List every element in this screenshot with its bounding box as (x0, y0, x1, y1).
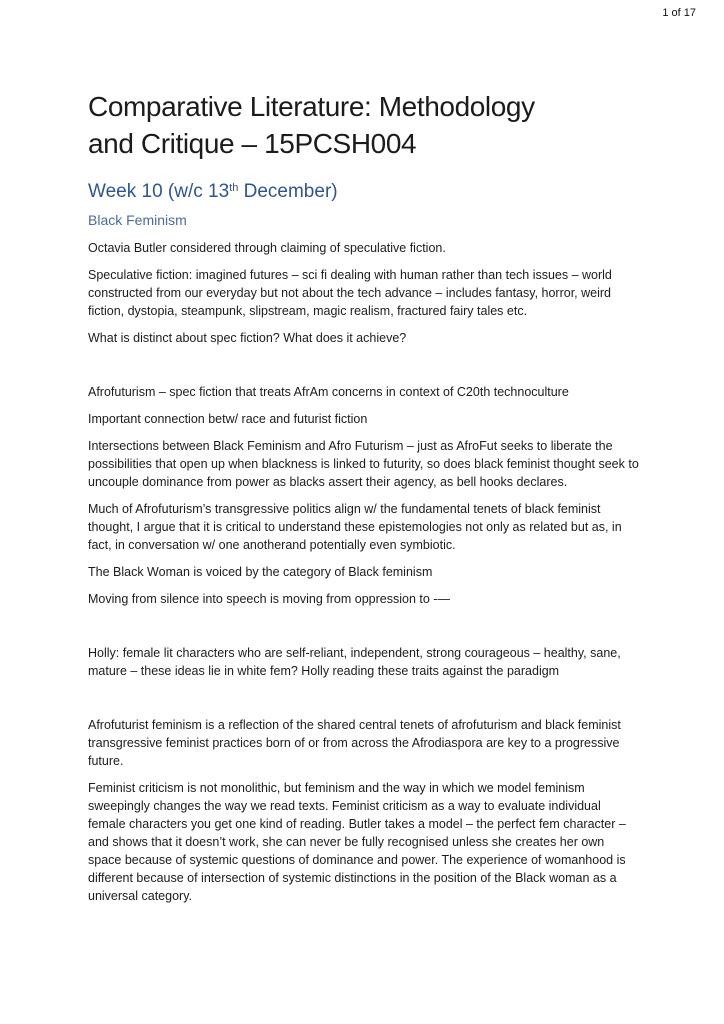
paragraph: Important connection betw/ race and futurist fiction (88, 412, 368, 426)
title-line: Comparative Literature: Methodology (88, 91, 535, 122)
document-title (88, 88, 640, 162)
week-heading-text: December) (238, 181, 338, 202)
paragraph: Afrofuturism – spec fiction that treats AfrAm concerns in context of C20th technoculture (88, 385, 569, 399)
week-heading-text: Week 10 (w/c 13 (88, 181, 230, 202)
paragraph: Octavia Butler considered through claiming of speculative fiction. (88, 241, 446, 255)
paragraph: Afrofuturist feminism is a reflection of the shared central tenets of afrofuturism and black feminist transgressive feminist practices born of or from across the Afrodiaspora are key to a progressive future. (88, 718, 621, 768)
section-heading: Black Feminism (88, 212, 187, 228)
paragraph: Moving from silence into speech is moving from oppression to -— (88, 592, 450, 606)
paragraph: Feminist criticism is not monolithic, but feminism and the way in which we model feminism sweepingly changes the way we read texts. Feminist criticism as a way to evaluate individual female characters you get one kind of reading. Butler takes a model – the perfect fem character – and shows that it doesn’t work, she can never be fully recognised unless she creates her own space because of systemic questions of dominance and power. The experience of womanhood is different because of intersection of systemic distinctions in the position of the Black woman as a universal category. (88, 781, 626, 903)
paragraph: Intersections between Black Feminism and Afro Futurism – just as AfroFut seeks to liberate the possibilities that open up when blackness is linked to futurity, so does black feminist thought seek to uncouple dominance from power as blacks assert their agency, as bell hooks declares. (88, 439, 639, 489)
paragraph: Speculative fiction: imagined futures – sci fi dealing with human rather than tech issues – world constructed from our everyday but not about the tech advance – includes fantasy, horror, weird fiction, dystopia, steampunk, slipstream, magic realism, fractured fairy tales etc. (88, 268, 612, 318)
document-body (88, 239, 640, 905)
week-heading-superscript: th (229, 182, 239, 194)
document-content (88, 0, 640, 905)
paragraph: The Black Woman is voiced by the category of Black feminism (88, 565, 433, 579)
week-heading (88, 179, 640, 204)
paragraph: Much of Afrofuturism’s transgressive politics align w/ the fundamental tenets of black feminist thought, I argue that it is critical to understand these epistemologies not only as related but as, in fact, in conversation w/ one anotherand potentially even symbiotic. (88, 502, 622, 552)
paragraph: Holly: female lit characters who are self-reliant, independent, strong courageous – healthy, sane, mature – these ideas lie in white fem? Holly reading these traits against the paradigm (88, 646, 621, 678)
page-indicator: 1 of 17 (662, 7, 696, 19)
title-line: and Critique – 15PCSH004 (88, 128, 417, 159)
paragraph: What is distinct about spec fiction? What does it achieve? (88, 331, 407, 345)
